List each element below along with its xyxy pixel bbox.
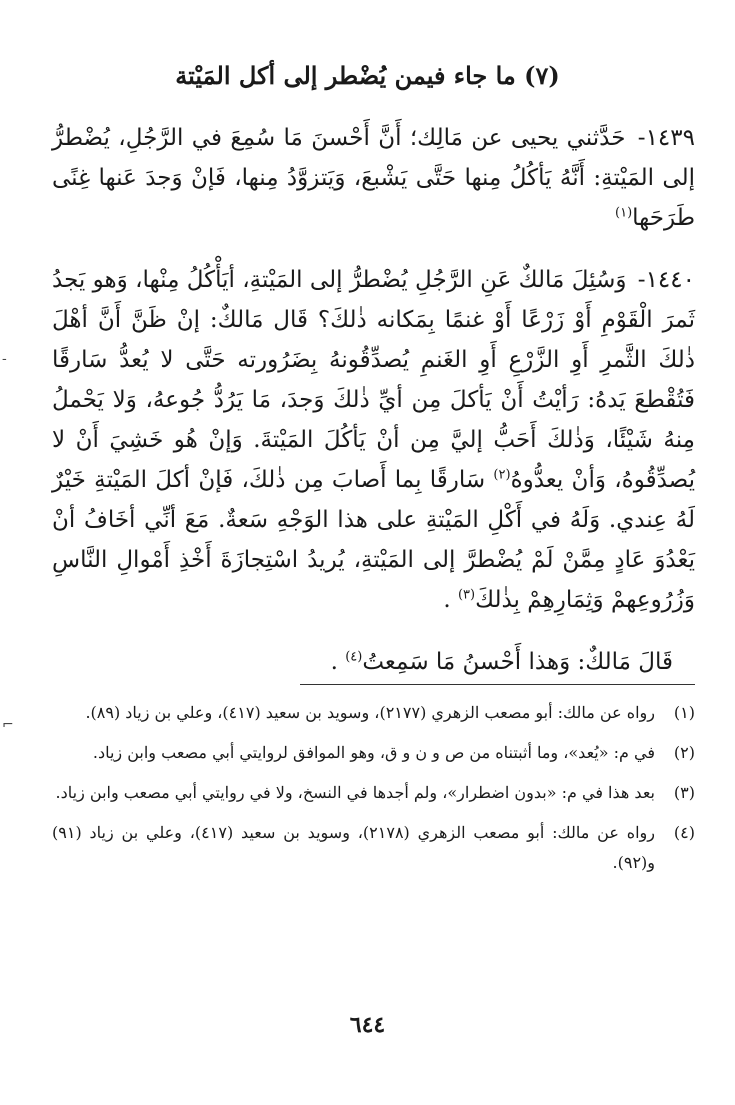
hadith-number: ١٤٣٩- xyxy=(637,125,695,151)
footnote xyxy=(52,698,695,728)
hadith-text: وَسُئِلَ مَالكٌ عَنِ الرَّجُلِ يُضْطرُّ إلى المَيْتةِ، أيَأْكُلُ مِنْها، وَهو يَجدُ ثَمرَ الْقَوْمِ أَوْ زَرْعًا أَوْ غنمًا بِمَكانه ذٰلكَ؟ قَال مَالكٌ: إنْ ظَنَّ أَنَّ أهْلَ ذٰلكَ الثَّمرِ أَوِ الزَّرْعِ أَوِ الغَنمِ يُصدِّقُونهُ بِضَرُورته حَتَّى لا يُعدُّ سَارقًا فَتُقْطعَ يَدهُ: رَأيْتُ أَنْ يَأكلَ مِن أيِّ ذٰلكَ وَجدَ، مَا يَرُدُّ جُوعهُ، وَلا يَحْملُ مِنهُ شَيْئًا، وَذٰلكَ أَحَبُّ إليَّ مِن أنْ يَأكُلَ المَيْتةَ. وَإنْ هُو خَشِيَ أَنْ لا يُصدِّقُوهُ، وَأنْ يعدُّوهُ xyxy=(52,267,695,493)
footnote-reference[interactable]: (٢) xyxy=(493,467,511,483)
footnote-text: رواه عن مالك: أبو مصعب الزهري (٢١٧٧)، وسويد بن سعيد (٤١٧)، وعلي بن زياد (٨٩). xyxy=(85,703,655,722)
hadith-1440 xyxy=(52,260,695,620)
main-text xyxy=(52,118,695,682)
sentence-end: . xyxy=(443,587,458,613)
footnote-divider xyxy=(300,684,695,685)
footnote-number: (١) xyxy=(673,703,695,722)
closing-text: قَالَ مَالكٌ: وَهذا أَحْسنُ مَا سَمِعتُ xyxy=(362,649,673,675)
footnote-text: بعد هذا في م: «بدون اضطرار»، ولم أجدها في النسخ، ولا في روايتي أبي مصعب وابن زياد. xyxy=(55,783,655,802)
footnote-text: رواه عن مالك: أبو مصعب الزهري (٢١٧٨)، وسويد بن سعيد (٤١٧)، وعلي بن زياد (٩١) و(٩٢). xyxy=(52,823,655,872)
margin-mark: ⌐ xyxy=(2,717,14,733)
footnote-reference[interactable]: (١) xyxy=(615,205,633,221)
footnote xyxy=(52,778,695,808)
footnote-number: (٤) xyxy=(673,823,695,842)
hadith-text-continued: سَارقًا بِما أَصابَ مِن ذٰلكَ، فَإنْ أكلَ المَيْتةِ خَيْرٌ لَهُ عِندي. وَلَهُ في أَكْلِ المَيْتةِ على هذا الوَجْهِ سَعةٌ. مَعَ أنِّي أخَافُ أنْ يَعْدُوَ عَادٍ مِمَّنْ لَمْ يُضْطرَّ إلى المَيْتةِ، يُريدُ اسْتِجازَةَ أَخْذِ أَمْوالِ النَّاسِ وَزُرُوعِهمْ وَثِمَارِهِمْ بِذٰلكَ xyxy=(52,467,695,613)
footnote xyxy=(52,738,695,768)
footnote-number: (٣) xyxy=(673,783,695,802)
sentence-end: . xyxy=(330,649,346,675)
footnote-reference[interactable]: (٤) xyxy=(345,649,363,665)
footnote-reference[interactable]: (٣) xyxy=(457,587,476,603)
footnote-text: في م: «يُعد»، وما أثبتناه من ص و ن و ق، وهو الموافق لروايتي أبي مصعب وابن زياد. xyxy=(92,743,655,762)
hadith-text: حَدَّثني يحيى عن مَالِك؛ أَنَّ أَحْسنَ مَا سُمِعَ في الرَّجُلِ، يُضْطرُّ إلى المَيْتةِ: أَنَّهُ يَأكُلُ مِنها حَتَّى يَشْبعَ، وَيَتزوَّدُ مِنها، فَإنْ وَجدَ عَنها غِنًى طَرَحَها xyxy=(52,125,695,231)
closing-statement xyxy=(52,642,695,682)
hadith-number: ١٤٤٠- xyxy=(637,267,695,293)
chapter-title: (٧) ما جاء فيمن يُضْطر إلى أكل المَيْتة xyxy=(175,61,560,90)
footnote-number: (٢) xyxy=(673,743,695,762)
hadith-1439 xyxy=(52,118,695,238)
footnotes xyxy=(52,698,695,888)
margin-mark: - xyxy=(2,351,7,367)
footnote xyxy=(52,818,695,878)
page-number: ٦٤٤ xyxy=(349,1012,386,1038)
